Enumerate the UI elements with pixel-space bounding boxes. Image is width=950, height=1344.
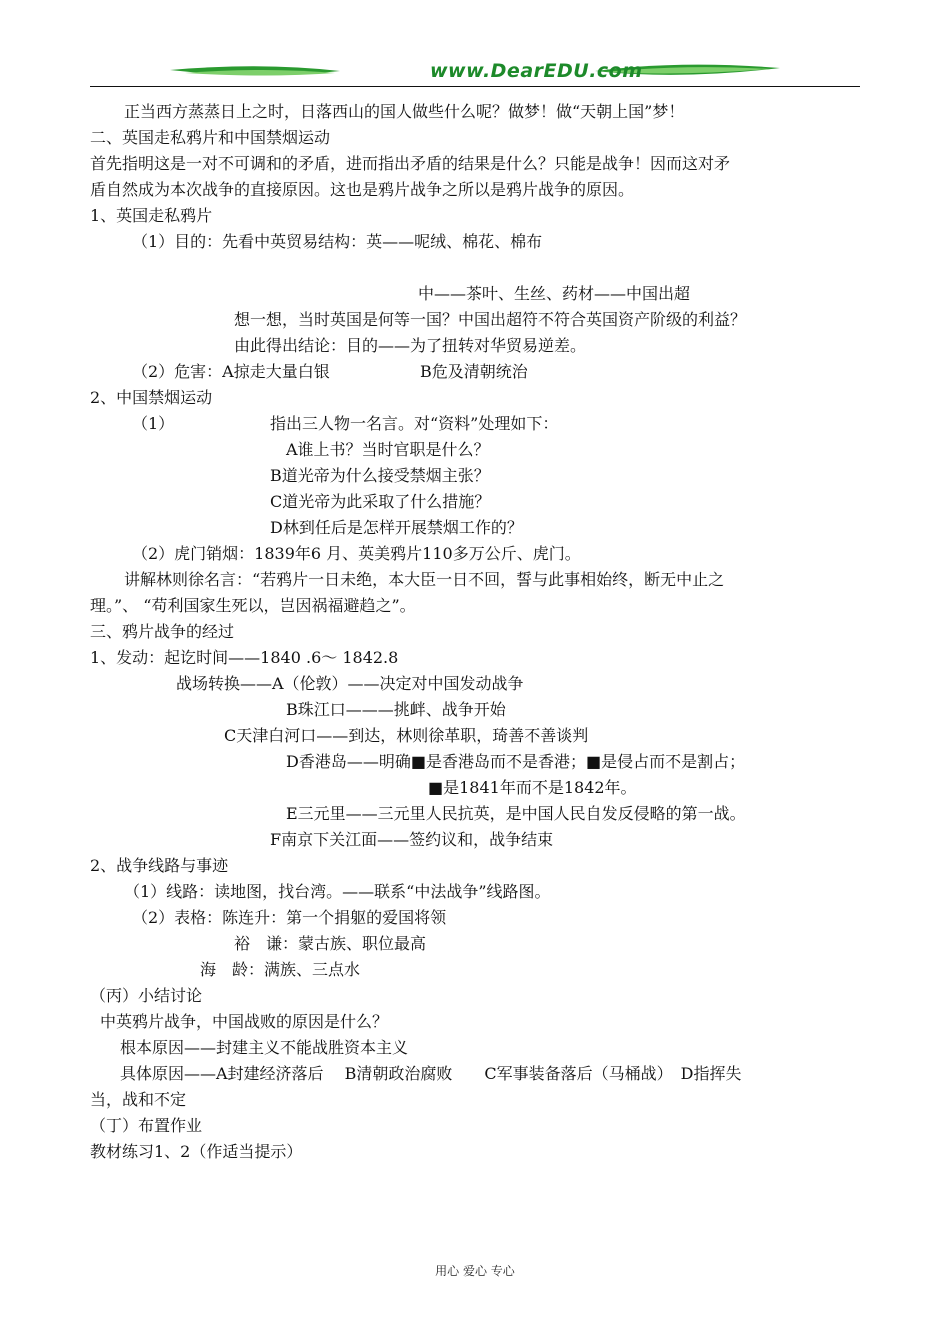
text-line: B危及清朝统治 xyxy=(420,362,528,381)
text-line: D林到任后是怎样开展禁烟工作的？ xyxy=(270,518,523,537)
text-line: 中——茶叶、生丝、药材——中国出超 xyxy=(418,284,691,303)
subsection-heading: 1、发动：起讫时间——1840 .6～ 1842.8 xyxy=(90,648,399,667)
subsection-heading: 2、中国禁烟运动 xyxy=(90,388,213,407)
text-line: 正当西方蒸蒸日上之时，日落西山的国人做些什么呢？做梦！做“天朝上国”梦！ xyxy=(124,102,685,121)
text-line: C道光帝为此采取了什么措施？ xyxy=(270,492,491,511)
text-line: B道光帝为什么接受禁烟主张？ xyxy=(270,466,490,485)
page-footer: 用心 爱心 专心 xyxy=(435,1264,515,1278)
text-line: F南京下关江面——签约议和，战争结束 xyxy=(270,830,554,849)
text-line: 盾自然成为本次战争的直接原因。这也是鸦片战争之所以是鸦片战争的原因。 xyxy=(90,180,635,199)
text-line: 当，战和不定 xyxy=(90,1090,187,1109)
text-line: A谁上书？当时官职是什么？ xyxy=(286,440,490,459)
text-line: 首先指明这是一对不可调和的矛盾，进而指出矛盾的结果是什么？只能是战争！因而这对矛 xyxy=(90,154,731,173)
text-line: 中英鸦片战争，中国战败的原因是什么？ xyxy=(100,1012,389,1031)
text-line: 海 龄：满族、三点水 xyxy=(200,960,361,979)
text-line: （2）危害：A掠走大量白银 xyxy=(132,362,330,381)
text-line: B珠江口———挑衅、战争开始 xyxy=(286,700,506,719)
text-line: ■是1841年而不是1842年。 xyxy=(428,778,637,797)
subsection-heading: 2、战争线路与事迹 xyxy=(90,856,229,875)
section-heading: （丙）小结讨论 xyxy=(90,986,203,1005)
text-line: D香港岛——明确■是香港岛而不是香港；■是侵占而不是割占； xyxy=(286,752,746,771)
header-rule xyxy=(90,86,860,87)
subsection-heading: 1、英国走私鸦片 xyxy=(90,206,213,225)
site-header xyxy=(90,58,860,88)
text-line: E三元里——三元里人民抗英，是中国人民自发反侵略的第一战。 xyxy=(286,804,746,823)
text-line: 想一想，当时英国是何等一国？中国出超符不符合英国资产阶级的利益？ xyxy=(234,310,747,329)
text-line: （2）虎门销烟：1839年6 月、英美鸦片110多万公斤、虎门。 xyxy=(132,544,581,563)
text-line: （1）线路：读地图，找台湾。——联系“中法战争”线路图。 xyxy=(124,882,551,901)
text-line: 具体原因——A封建经济落后 B清朝政治腐败 C军事装备落后（马桶战） D指挥失 xyxy=(120,1064,742,1083)
text-line: 指出三人物一名言。对“资料”处理如下： xyxy=(270,414,559,433)
text-line: （1） xyxy=(132,414,175,433)
section-heading: 三、鸦片战争的经过 xyxy=(90,622,235,641)
text-line: 由此得出结论：目的——为了扭转对华贸易逆差。 xyxy=(234,336,587,355)
text-line: 根本原因——封建主义不能战胜资本主义 xyxy=(120,1038,409,1057)
text-line: （2）表格：陈连升：第一个捐躯的爱国将领 xyxy=(132,908,447,927)
text-line: 理。”、 “苟利国家生死以，岂因祸福避趋之”。 xyxy=(90,596,416,615)
section-heading: （丁）布置作业 xyxy=(90,1116,203,1135)
text-line: （1）目的：先看中英贸易结构：英——呢绒、棉花、棉布 xyxy=(132,232,543,251)
text-line: 讲解林则徐名言：“若鸦片一日未绝，本大臣一日不回，誓与此事相始终，断无中止之 xyxy=(124,570,725,589)
text-line: C天津白河口——到达，林则徐革职，琦善不善谈判 xyxy=(224,726,589,745)
site-url: www.DearEDU.com xyxy=(430,60,643,82)
text-line: 裕 谦：蒙古族、职位最高 xyxy=(234,934,427,953)
text-line: 战场转换——A（伦敦）——决定对中国发动战争 xyxy=(176,674,524,693)
text-line: 教材练习1、2（作适当提示） xyxy=(90,1142,303,1161)
section-heading: 二、英国走私鸦片和中国禁烟运动 xyxy=(90,128,331,147)
